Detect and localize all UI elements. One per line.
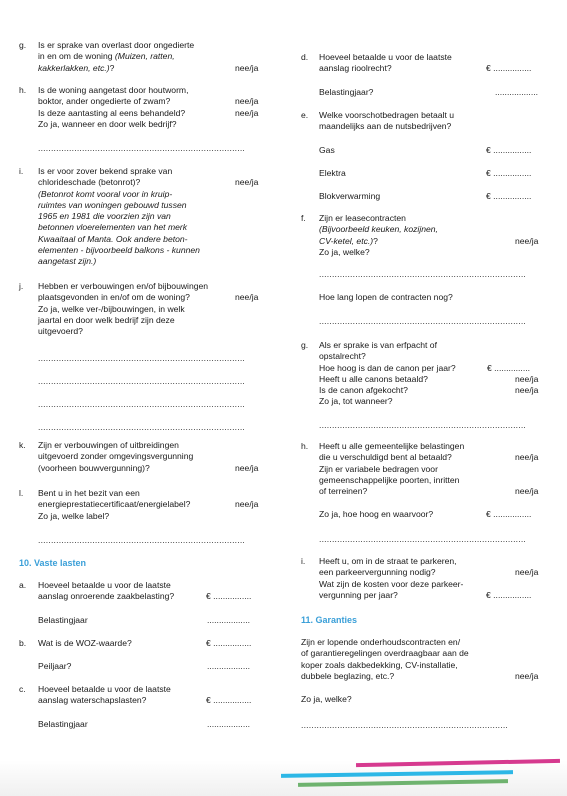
- answer-line[interactable]: ................................................................................: [319, 316, 527, 326]
- question-text: Zijn er leasecontracten: [319, 213, 406, 223]
- question-text: Heeft u alle canons betaald? nee/ja: [319, 373, 539, 384]
- answer-nee-ja[interactable]: nee/ja: [235, 499, 259, 510]
- year-field[interactable]: ..................: [207, 718, 250, 729]
- question-text: Zo ja, welke label?: [38, 510, 110, 521]
- answer-line[interactable]: ................................................................................: [319, 269, 527, 279]
- note-text: (Betonrot komt vooral voor in kruip-: [38, 188, 173, 199]
- question-g-right: [283, 340, 567, 430]
- note-text: ruimtes van woningen gebouwd tussen: [38, 199, 187, 210]
- question-j: [0, 281, 285, 432]
- answer-nee-ja[interactable]: nee/ja: [235, 462, 259, 473]
- note-text: aangetast zijn.): [38, 256, 97, 267]
- answer-nee-ja[interactable]: nee/ja: [235, 177, 259, 188]
- question-text: Hebben er verbouwingen en/of bijbouwingen: [38, 281, 209, 291]
- question-text: Is er sprake van overlast door ongedierte: [38, 40, 195, 50]
- question-text: Zo ja, welke ver-/bijbouwingen, in welk: [38, 303, 185, 314]
- answer-line[interactable]: ................................................................................: [38, 353, 246, 363]
- question-text: Zo ja, tot wanneer?: [319, 396, 393, 407]
- question-text: Hoeveel betaalde u voor de laatste: [38, 684, 171, 694]
- question-text: kakkerlakken, etc.)? nee/ja: [38, 62, 259, 73]
- question-text: Bent u in het bezit van een: [38, 488, 140, 498]
- year-field[interactable]: ..................: [207, 614, 250, 625]
- question-h: [0, 85, 285, 153]
- euro-amount-field[interactable]: € ................: [206, 591, 252, 602]
- answer-nee-ja[interactable]: nee/ja: [515, 452, 539, 463]
- note-text: Kwaaitaal of Manta. Ook andere beton-: [38, 233, 188, 244]
- sub-question: Zo ja, hoe hoog en waarvoor? € ................: [319, 509, 532, 520]
- question-garanties: [283, 637, 567, 730]
- question-text: Wat zijn de kosten voor deze parkeer-: [319, 578, 464, 589]
- answer-nee-ja[interactable]: nee/ja: [515, 670, 539, 681]
- answer-line[interactable]: ................................................................................: [301, 720, 509, 730]
- question-text: jaartal en door welk bedrijf zijn deze: [38, 314, 175, 325]
- answer-line[interactable]: ................................................................................: [38, 399, 246, 409]
- answer-line[interactable]: ................................................................................: [319, 534, 527, 544]
- question-d: [283, 52, 567, 98]
- question-text: (voorheen bouwvergunning)? nee/ja: [38, 462, 259, 473]
- question-text: plaatsgevonden in en/of om de woning? nee/ja: [38, 292, 259, 303]
- question-k: [0, 440, 285, 474]
- question-letter: k.: [19, 440, 26, 450]
- question-letter: c.: [19, 684, 26, 694]
- answer-nee-ja[interactable]: nee/ja: [235, 62, 259, 73]
- question-text: Zijn er lopende onderhoudscontracten en/: [301, 637, 461, 647]
- footer-shade: [0, 760, 567, 796]
- euro-amount-field[interactable]: € ................: [486, 167, 532, 178]
- question-text: of garantieregelingen overdraagbaar aan de: [301, 648, 469, 659]
- question-g: [0, 40, 285, 74]
- question-letter: a.: [19, 580, 27, 590]
- euro-amount-field[interactable]: € ................: [206, 695, 252, 706]
- question-letter: e.: [301, 110, 309, 120]
- question-text: een parkeervergunning nodig? nee/ja: [319, 567, 539, 578]
- question-l: [0, 488, 285, 545]
- question-b: [0, 638, 285, 673]
- answer-nee-ja[interactable]: nee/ja: [515, 567, 539, 578]
- blokverwarming-row: Blokverwarming € ................: [319, 191, 532, 202]
- question-text: dubbele beglazing, etc.? nee/ja: [301, 670, 539, 681]
- question-text: CV-ketel, etc.)? nee/ja: [319, 235, 539, 246]
- note-text: elementen - bijvoorbeeld balkons - kunnen: [38, 245, 200, 256]
- question-text: Is de canon afgekocht? nee/ja: [319, 385, 539, 396]
- year-field[interactable]: ..................: [207, 661, 250, 672]
- question-text: chlorideschade (betonrot)? nee/ja: [38, 177, 259, 188]
- question-letter: i.: [301, 556, 306, 566]
- answer-line[interactable]: ................................................................................: [38, 143, 246, 153]
- question-text: uitgevoerd?: [38, 326, 83, 337]
- question-letter: g.: [19, 40, 27, 50]
- answer-line[interactable]: ................................................................................: [319, 420, 527, 430]
- answer-line[interactable]: ................................................................................: [38, 422, 246, 432]
- question-letter: b.: [19, 638, 27, 648]
- question-letter: g.: [301, 340, 309, 350]
- answer-nee-ja[interactable]: nee/ja: [515, 486, 539, 497]
- question-text: Zo ja, welke?: [319, 246, 370, 257]
- sub-question: Belastingjaar? ..................: [319, 86, 538, 97]
- answer-nee-ja[interactable]: nee/ja: [515, 235, 539, 246]
- answer-line[interactable]: ................................................................................: [38, 535, 246, 545]
- question-text: Is deze aantasting al eens behandeld? nee/ja: [38, 107, 259, 118]
- question-text: Hoe hoog is dan de canon per jaar? € ...............: [319, 362, 530, 373]
- question-text: Zijn er verbouwingen of uitbreidingen: [38, 440, 179, 450]
- sub-question: Belastingjaar ..................: [38, 718, 250, 729]
- question-text: aanslag waterschapslasten? € ................: [38, 695, 252, 706]
- question-letter: j.: [19, 281, 24, 291]
- elektra-row: Elektra € ................: [319, 167, 532, 178]
- euro-amount-field[interactable]: € ................: [486, 191, 532, 202]
- question-text: Heeft u, om in de straat te parkeren,: [319, 556, 457, 566]
- question-text: of terreinen? nee/ja: [319, 486, 539, 497]
- question-letter: h.: [19, 85, 27, 95]
- question-text: Zijn er variabele bedragen voor: [319, 463, 438, 474]
- euro-amount-field[interactable]: € ................: [486, 589, 532, 600]
- question-text: Wat is de WOZ-waarde? € ................: [38, 638, 252, 648]
- question-text: koper zoals dakbedekking, CV-installatie,: [301, 659, 458, 670]
- answer-line[interactable]: ................................................................................: [38, 376, 246, 386]
- question-text: die u verschuldigd bent al betaald? nee/ja: [319, 452, 539, 463]
- answer-nee-ja[interactable]: nee/ja: [235, 292, 259, 303]
- question-text: uitgevoerd zonder omgevingsvergunning: [38, 451, 194, 462]
- question-text: vergunning per jaar? € ................: [319, 589, 532, 600]
- gas-row: Gas € ................: [319, 144, 532, 155]
- question-text: Hoeveel betaalde u voor de laatste: [319, 52, 452, 62]
- euro-amount-field[interactable]: € ................: [486, 144, 532, 155]
- question-text: Welke voorschotbedragen betaalt u: [319, 110, 455, 120]
- section-title-vaste-lasten: 10. Vaste lasten: [19, 558, 87, 568]
- answer-nee-ja[interactable]: nee/ja: [235, 96, 259, 107]
- question-text: maandelijks aan de nutsbedrijven?: [319, 121, 452, 132]
- question-text: aanslag rioolrecht? € ................: [319, 63, 532, 74]
- question-i-right: [283, 556, 567, 601]
- answer-nee-ja[interactable]: nee/ja: [515, 385, 539, 396]
- question-letter: i.: [19, 166, 24, 176]
- sub-question: Zo ja, welke?: [301, 694, 352, 705]
- year-field[interactable]: ..................: [495, 86, 538, 97]
- question-text: Zo ja, wanneer en door welk bedrijf?: [38, 118, 177, 129]
- question-a: [0, 580, 285, 626]
- answer-nee-ja[interactable]: nee/ja: [515, 373, 539, 384]
- euro-amount-field[interactable]: € ...............: [487, 362, 530, 373]
- question-letter: f.: [301, 213, 306, 223]
- question-text: opstalrecht?: [319, 351, 366, 362]
- question-i: [0, 166, 285, 268]
- note-text: betonnen vloerelementen van het merk: [38, 222, 188, 233]
- question-text: Is de woning aangetast door houtworm,: [38, 85, 189, 95]
- question-text: energieprestatiecertificaat/energielabel? nee/ja: [38, 499, 259, 510]
- section-title-garanties: 11. Garanties: [301, 615, 358, 625]
- question-h-right: [283, 441, 567, 544]
- question-text: in en om de woning (Muizen, ratten,: [38, 51, 175, 62]
- euro-amount-field[interactable]: € ................: [486, 63, 532, 74]
- question-text: aanslag onroerende zaakbelasting? € ................: [38, 591, 252, 602]
- note-text: 1965 en 1981 die voorzien zijn van: [38, 211, 171, 222]
- answer-nee-ja[interactable]: nee/ja: [235, 107, 259, 118]
- question-text: Hoeveel betaalde u voor de laatste: [38, 580, 171, 590]
- question-letter: d.: [301, 52, 309, 62]
- question-text: Als er sprake is van erfpacht of: [319, 340, 437, 350]
- sub-question: Hoe lang lopen de contracten nog?: [319, 292, 453, 302]
- question-text: Is er voor zover bekend sprake van: [38, 166, 173, 176]
- question-e: [283, 110, 567, 202]
- euro-amount-field[interactable]: € ................: [486, 509, 532, 520]
- question-text: Heeft u alle gemeentelijke belastingen: [319, 441, 465, 451]
- euro-amount-field[interactable]: € ................: [206, 638, 252, 648]
- question-c: [0, 684, 285, 730]
- question-letter: h.: [301, 441, 309, 451]
- question-letter: l.: [19, 488, 24, 498]
- note-text: (Bijvoorbeeld keuken, kozijnen,: [319, 224, 438, 235]
- question-text: boktor, ander ongedierte of zwam? nee/ja: [38, 96, 259, 107]
- sub-question: Peiljaar? ..................: [38, 661, 250, 672]
- question-text: gemeenschappelijke poorten, inritten: [319, 474, 460, 485]
- question-f: [283, 213, 567, 326]
- sub-question: Belastingjaar ..................: [38, 614, 250, 625]
